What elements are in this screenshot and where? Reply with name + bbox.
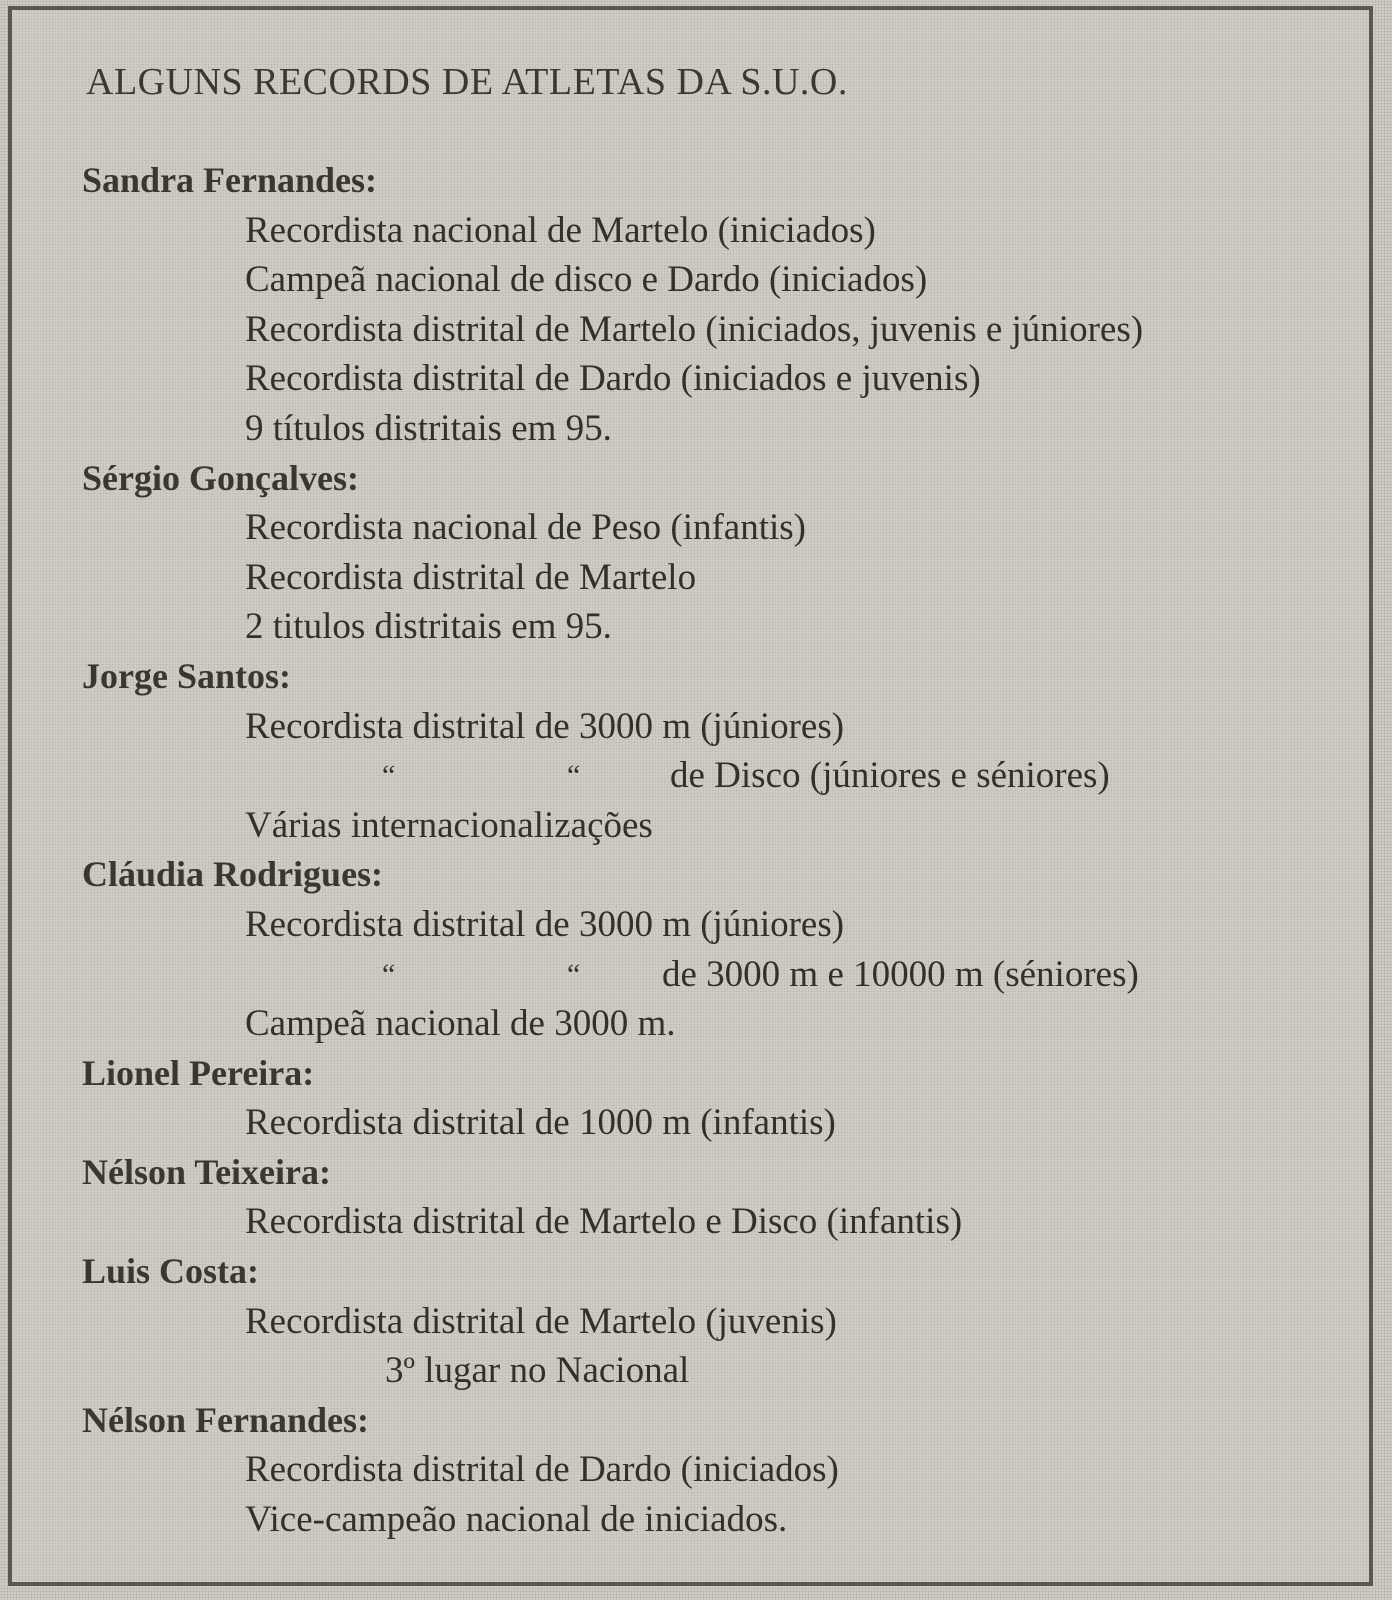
- record-line: Recordista distrital de Martelo e Disco (infantis): [245, 1201, 963, 1243]
- record-line: 9 títulos distritais em 95.: [245, 407, 612, 449]
- athlete-name: Lionel Pereira:: [82, 1052, 315, 1093]
- record-line: 2 titulos distritais em 95.: [245, 606, 612, 648]
- record-line: Recordista nacional de Peso (infantis): [245, 507, 806, 549]
- ditto-mark: “: [382, 957, 396, 991]
- record-line-text: de Disco (júniores e séniores): [670, 755, 1110, 797]
- record-line: Recordista nacional de Martelo (iniciados): [245, 209, 876, 251]
- record-line: Campeã nacional de disco e Dardo (iniciados): [245, 259, 928, 301]
- record-line: Várias internacionalizações: [245, 804, 653, 846]
- record-line-ditto: [12, 950, 1377, 1000]
- record-line: Recordista distrital de Martelo (iniciados, juvenis e júniores): [245, 308, 1144, 350]
- records-box: [8, 6, 1373, 1586]
- record-line: Recordista distrital de 1000 m (infantis): [245, 1102, 836, 1144]
- ditto-mark: “: [567, 957, 581, 991]
- record-line: Vice-campeão nacional de iniciados.: [245, 1499, 788, 1541]
- ditto-mark: “: [382, 759, 396, 793]
- ditto-mark: “: [567, 759, 581, 793]
- record-line-text: de 3000 m e 10000 m (séniores): [662, 953, 1139, 995]
- athletes-list: [12, 156, 1377, 1545]
- record-line: Campeã nacional de 3000 m.: [245, 1003, 676, 1045]
- record-line: Recordista distrital de Dardo (iniciados): [245, 1449, 839, 1491]
- record-line: Recordista distrital de Martelo: [245, 556, 697, 598]
- athlete-name: Sérgio Gonçalves:: [82, 457, 359, 498]
- athlete-name: Sandra Fernandes:: [82, 160, 378, 200]
- page-title: ALGUNS RECORDS DE ATLETAS DA S.U.O.: [86, 61, 848, 103]
- record-line: Recordista distrital de Martelo (juvenis): [245, 1300, 837, 1342]
- athlete-name: Luis Costa:: [82, 1251, 260, 1292]
- athlete-name: Nélson Teixeira:: [82, 1151, 331, 1192]
- athlete-name: Nélson Fernandes:: [82, 1399, 369, 1440]
- record-line: Recordista distrital de 3000 m (júniores): [245, 705, 845, 747]
- record-line: Recordista distrital de 3000 m (júniores): [245, 903, 845, 945]
- record-line-ditto: [12, 751, 1377, 801]
- athlete-name: Jorge Santos:: [82, 655, 291, 696]
- record-line: Recordista distrital de Dardo (iniciados e juvenis): [245, 358, 981, 400]
- record-line: 3º lugar no Nacional: [385, 1350, 690, 1392]
- athlete-name: Cláudia Rodrigues:: [82, 854, 384, 895]
